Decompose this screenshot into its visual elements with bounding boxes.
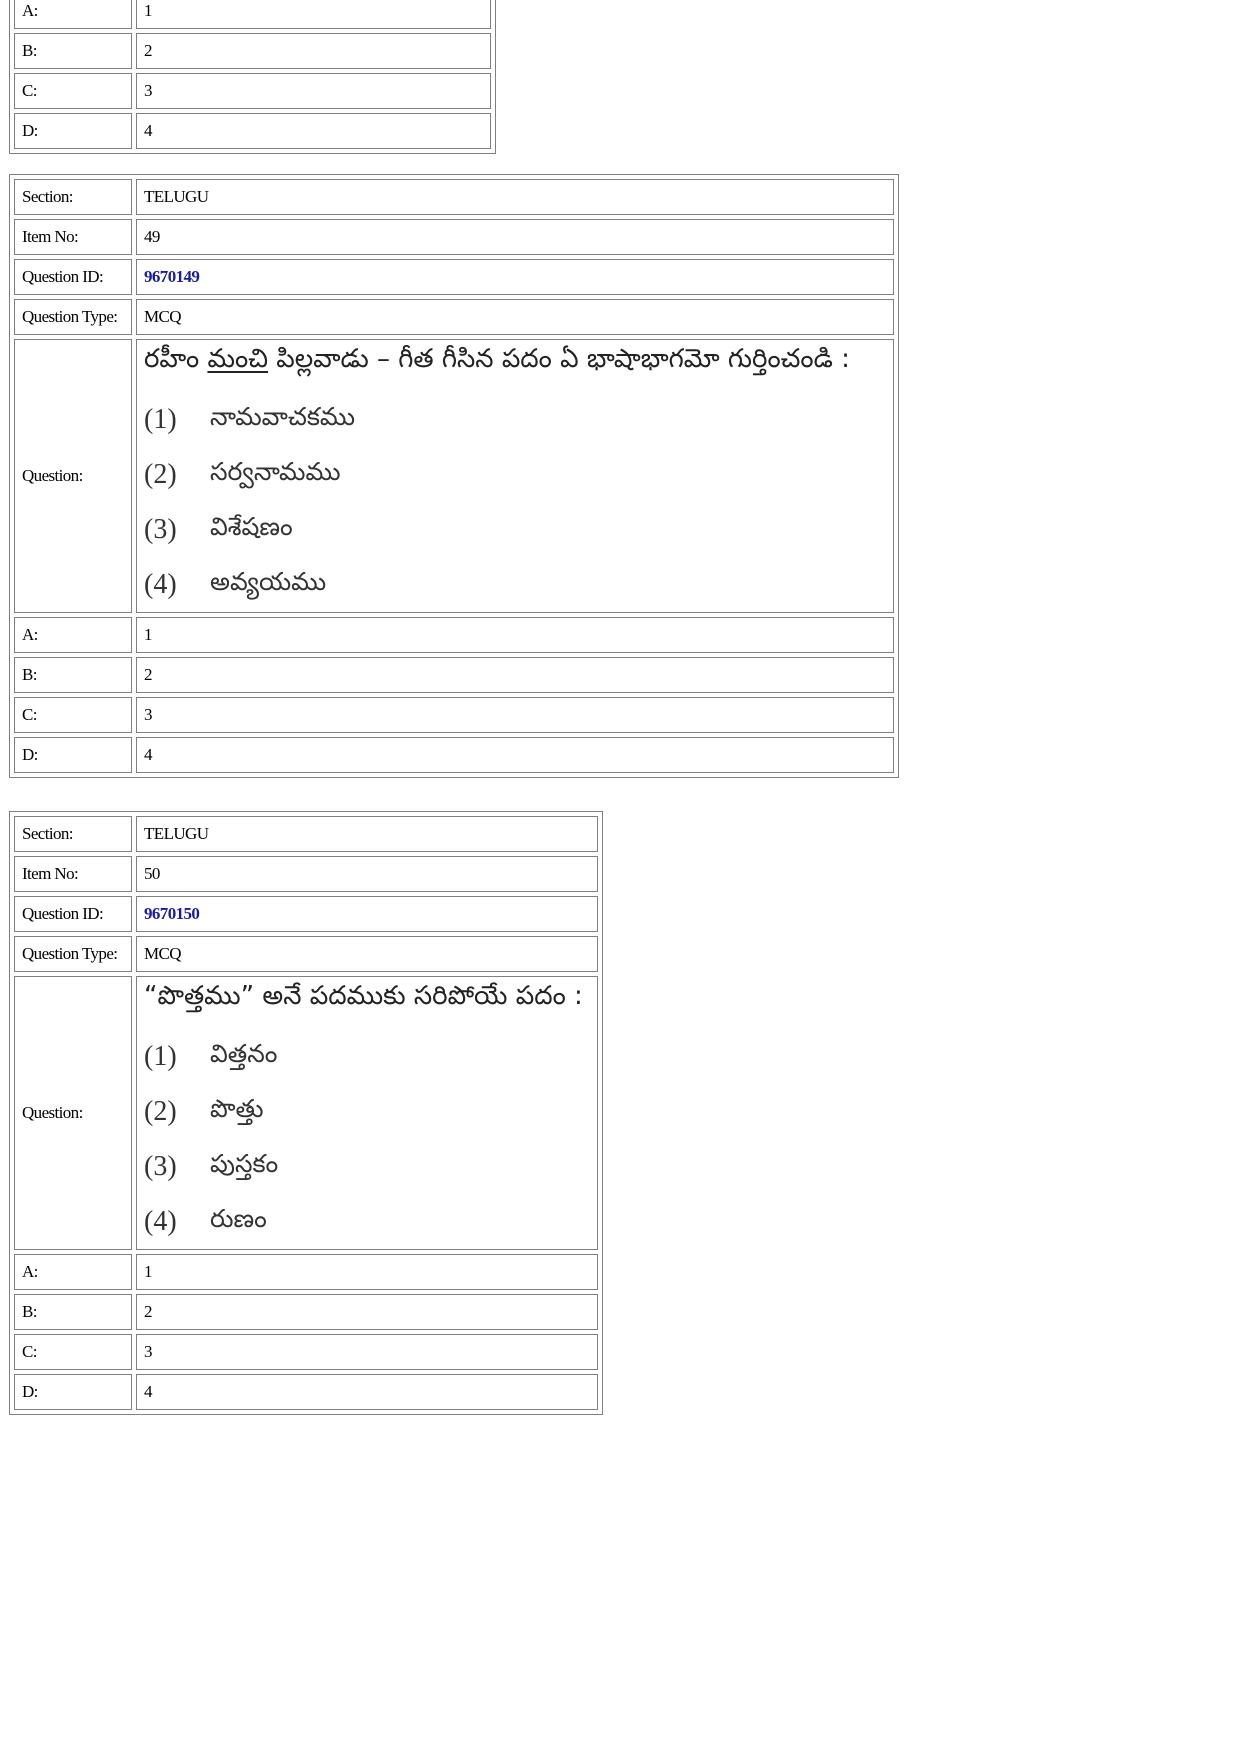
section-row [14,179,894,215]
answer-row-a [14,1254,598,1290]
question-table-50 [9,811,603,1415]
question-type-label: Question Type: [14,299,132,335]
option-number: (2) [144,1095,177,1127]
item-no-label: Item No: [14,856,132,892]
option-text: పొత్తు [210,1093,264,1123]
answer-b-value: 2 [136,657,894,693]
answer-a-value: 1 [136,617,894,653]
question-type-value: MCQ [136,299,894,335]
answer-row-c [14,73,491,109]
section-label: Section: [14,179,132,215]
answer-d-label: D: [14,737,132,773]
option-3 [144,1139,590,1194]
option-2 [144,447,886,502]
answer-row-b [14,1294,598,1330]
option-text: రుణం [210,1203,267,1233]
option-2 [144,1084,590,1139]
answer-c-value: 3 [136,1334,598,1370]
section-row [14,816,598,852]
answer-row-b [14,33,491,69]
answer-row-c [14,697,894,733]
option-number: (1) [144,1040,177,1072]
option-text: సర్వనామము [210,456,341,486]
stem-before: రహీం [144,344,208,374]
answer-a-value: 1 [136,1254,598,1290]
option-1 [144,1029,590,1084]
answer-b-value: 2 [136,33,491,69]
answer-row-a [14,0,491,29]
question-stem [144,977,590,1015]
answer-c-value: 3 [136,73,491,109]
option-number: (3) [144,513,177,545]
answer-row-d [14,113,491,149]
question-content [136,976,598,1250]
item-no-label: Item No: [14,219,132,255]
option-text: అవ్యయము [210,566,327,596]
answer-b-label: B: [14,33,132,69]
stem-before: “పొత్తము” అనే పదముకు సరిపోయే పదం : [144,981,583,1011]
option-text: విత్తనం [210,1038,278,1068]
section-value: TELUGU [136,816,598,852]
answer-d-value: 4 [136,113,491,149]
answer-d-label: D: [14,113,132,149]
option-4 [144,1194,590,1249]
option-number: (1) [144,403,177,435]
question-id-row [14,259,894,295]
option-text: విశేషణం [210,511,293,541]
question-id-value: 9670149 [136,259,894,295]
question-type-row [14,299,894,335]
question-table-49 [9,174,899,778]
item-no-value: 49 [136,219,894,255]
item-no-value: 50 [136,856,598,892]
question-id-label: Question ID: [14,896,132,932]
answer-c-value: 3 [136,697,894,733]
answer-a-label: A: [14,1254,132,1290]
answer-a-value: 1 [136,0,491,29]
option-text: నామవాచకము [210,401,356,431]
question-content [136,339,894,613]
question-id-row [14,896,598,932]
question-type-value: MCQ [136,936,598,972]
item-no-row [14,219,894,255]
answer-d-value: 4 [136,737,894,773]
answer-a-label: A: [14,0,132,29]
answer-d-value: 4 [136,1374,598,1410]
option-number: (4) [144,568,177,600]
answer-b-label: B: [14,657,132,693]
answer-row-d [14,1374,598,1410]
question-label: Question: [14,976,132,1250]
question-id-value: 9670150 [136,896,598,932]
option-number: (3) [144,1150,177,1182]
answer-b-value: 2 [136,1294,598,1330]
answer-b-label: B: [14,1294,132,1330]
answer-c-label: C: [14,1334,132,1370]
answer-c-label: C: [14,697,132,733]
question-row [14,339,894,613]
section-label: Section: [14,816,132,852]
stem-underlined-word: మంచి [207,344,269,374]
stem-after: పిల్లవాడు – గీత గీసిన పదం ఏ భాషాభాగమో గుర్తించండి : [268,344,850,374]
question-row [14,976,598,1250]
option-text: పుస్తకం [210,1148,279,1178]
option-number: (2) [144,458,177,490]
question-id-label: Question ID: [14,259,132,295]
partial-question-table [9,0,496,154]
answer-row-c [14,1334,598,1370]
option-number: (4) [144,1205,177,1237]
answer-c-label: C: [14,73,132,109]
answer-row-b [14,657,894,693]
answer-row-d [14,737,894,773]
answer-a-label: A: [14,617,132,653]
question-type-label: Question Type: [14,936,132,972]
question-type-row [14,936,598,972]
item-no-row [14,856,598,892]
section-value: TELUGU [136,179,894,215]
answer-d-label: D: [14,1374,132,1410]
answer-row-a [14,617,894,653]
option-4 [144,557,886,612]
option-3 [144,502,886,557]
option-1 [144,392,886,447]
question-label: Question: [14,339,132,613]
question-stem [144,340,886,378]
